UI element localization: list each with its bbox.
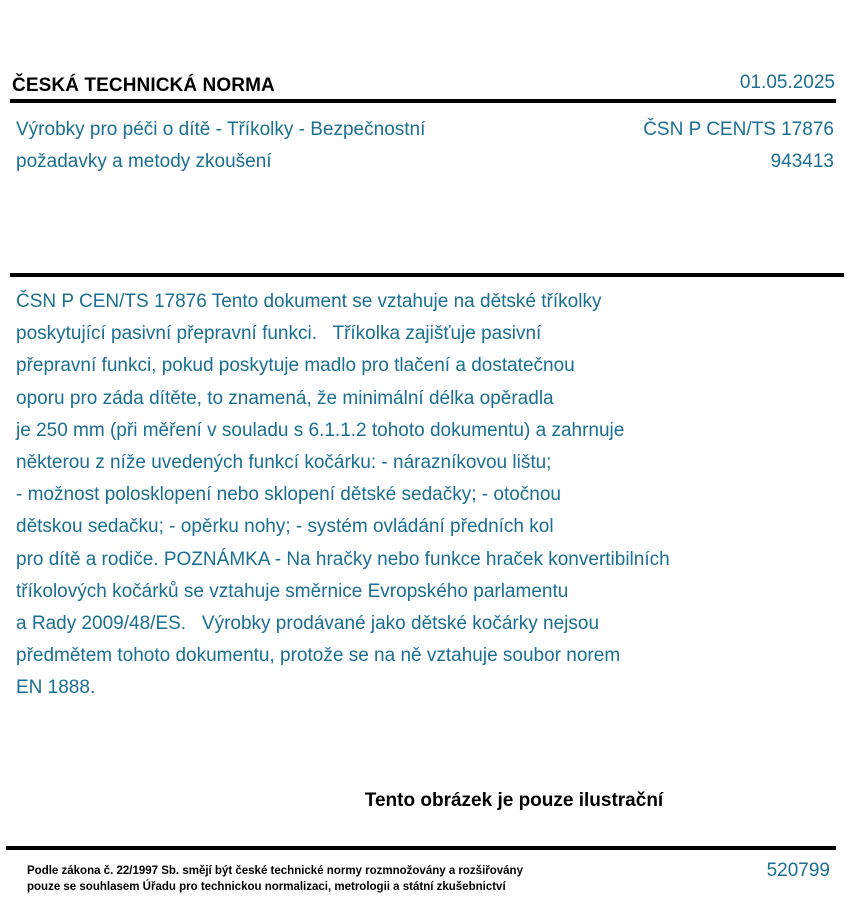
scope-line: ČSN P CEN/TS 17876 Tento dokument se vztahuje na dětské tříkolky (16, 291, 602, 312)
scope-line: a Rady 2009/48/ES. Výrobky prodávané jako dětské kočárky nejsou (16, 613, 600, 635)
document-type-title: ČESKÁ TECHNICKÁ NORMA (12, 75, 275, 96)
publication-date: 01.05.2025 (739, 72, 835, 93)
legal-notice (27, 863, 523, 895)
scope-line: EN 1888. (16, 677, 96, 699)
legal-line: Podle zákona č. 22/1997 Sb. smějí být české technické normy rozmnožovány a rozšiřovány (27, 865, 523, 877)
scope-line: - možnost polosklopení nebo sklopení dětské sedačky; - otočnou (16, 484, 561, 506)
catalog-number: 520799 (766, 860, 830, 881)
illustration-note: Tento obrázek je pouze ilustrační (364, 790, 664, 811)
standard-title-line: Výrobky pro péči o dítě - Tříkolky - Bezpečnostní (16, 119, 426, 140)
legal-line: pouze se souhlasem Úřadu pro technickou normalizaci, metrologii a státní zkušebnictví (27, 881, 506, 893)
standard-identifier (643, 114, 834, 178)
scope-line: oporu pro záda dítěte, to znamená, že minimální délka opěradla (16, 387, 554, 409)
scope-line: přepravní funkci, pokud poskytuje madlo pro tlačení a dostatečnou (16, 355, 575, 377)
standard-code: ČSN P CEN/TS 17876 (643, 119, 834, 140)
scope-line: některou z níže uvedených funkcí kočárku: - nárazníkovou lištu; (16, 452, 552, 474)
scope-text (16, 286, 806, 705)
footer-divider (6, 846, 836, 850)
class-number: 943413 (770, 151, 834, 172)
header-divider (10, 99, 836, 103)
standard-title-line: požadavky a metody zkoušení (16, 151, 272, 172)
scope-line: dětskou sedačku; - opěrku nohy; - systém ovládání předních kol (16, 516, 554, 538)
standard-title (16, 114, 536, 178)
section-divider (10, 273, 844, 277)
scope-line: poskytující pasivní přepravní funkci. Tříkolka zajišťuje pasivní (16, 323, 542, 345)
scope-line: pro dítě a rodiče. POZNÁMKA - Na hračky nebo funkce hraček konvertibilních (16, 548, 670, 570)
scope-line: je 250 mm (při měření v souladu s 6.1.1.2 tohoto dokumentu) a zahrnuje (16, 419, 625, 441)
scope-line: předmětem tohoto dokumentu, protože se na ně vztahuje soubor norem (16, 645, 621, 667)
scope-line: tříkolových kočárků se vztahuje směrnice Evropského parlamentu (16, 580, 569, 602)
